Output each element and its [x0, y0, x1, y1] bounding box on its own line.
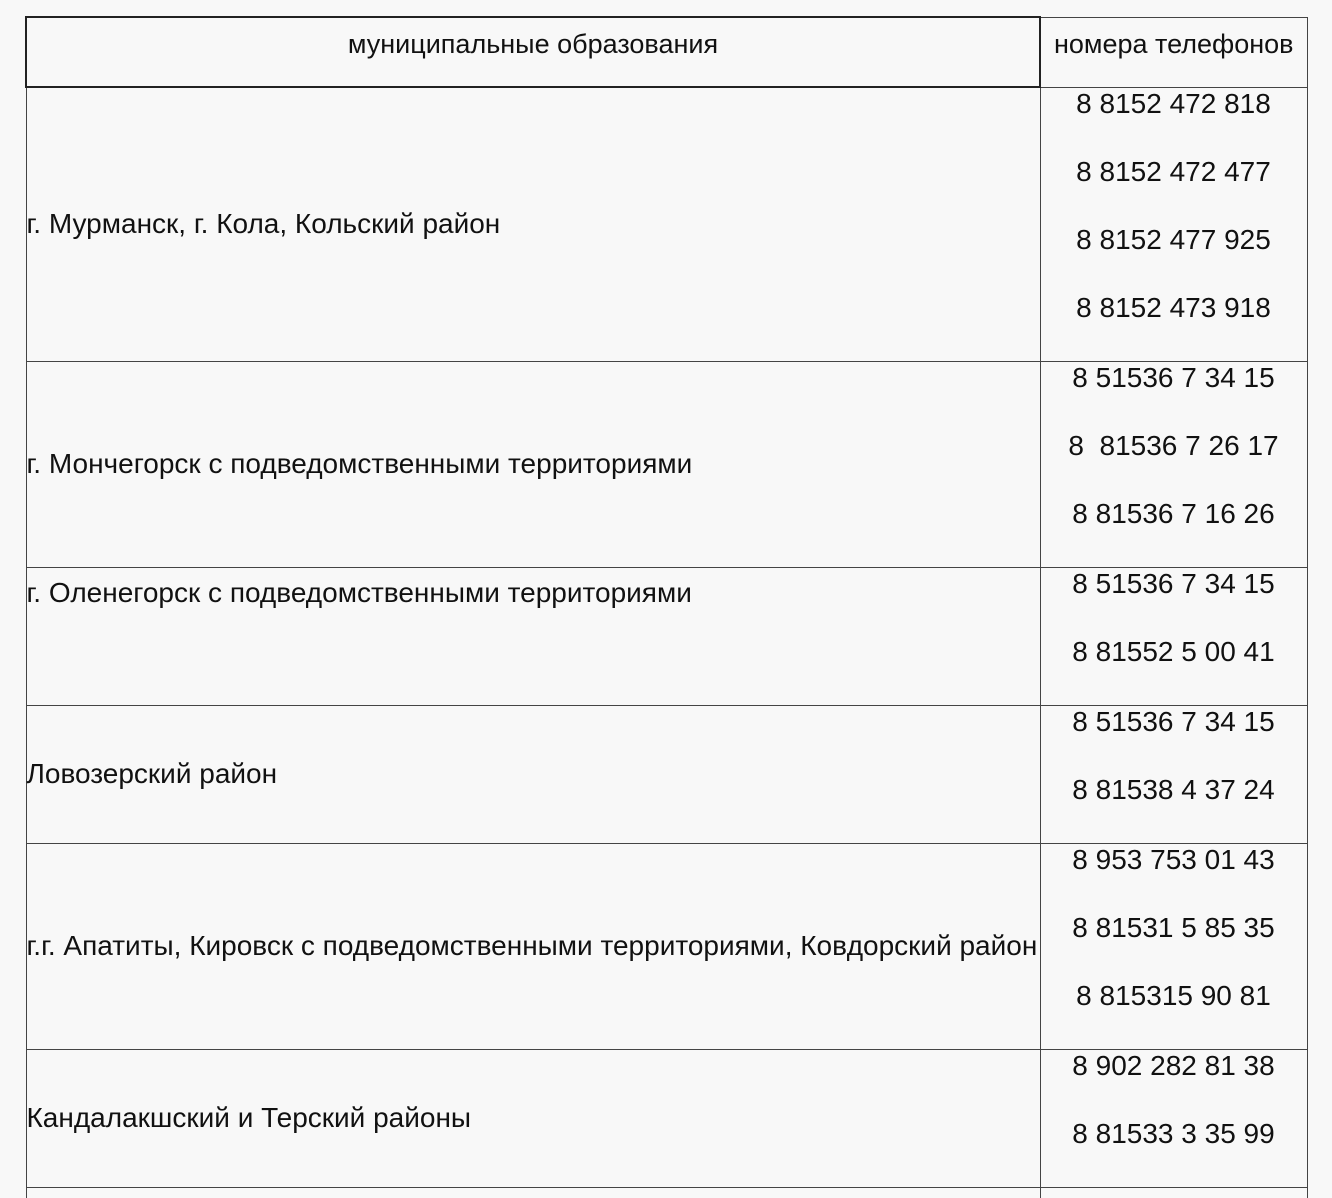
phone-number: 8 81552 5 00 41 — [1072, 635, 1275, 667]
phone-number: 8 8152 472 477 — [1076, 155, 1271, 187]
phone-number: 8 815315 90 81 — [1076, 979, 1271, 1011]
phone-number: 8 81531 5 85 35 — [1072, 911, 1275, 943]
table-row — [26, 567, 1307, 705]
phones-column-header: номера телефонов — [1040, 17, 1307, 87]
table-row — [26, 361, 1307, 567]
municipality-name: Кандалакшский и Терский районы — [26, 1049, 1040, 1187]
municipality-name: г. Мончегорск с подведомственными территориями — [26, 361, 1040, 567]
phone-number: 8 8152 472 818 — [1076, 87, 1271, 119]
phone-number: 8 81533 3 35 99 — [1072, 1117, 1275, 1149]
phone-number: 8 8152 473 918 — [1076, 291, 1271, 323]
empty-cell — [1040, 1187, 1307, 1198]
table-row — [26, 1049, 1307, 1187]
table-row — [26, 87, 1307, 361]
phone-number: 8 51536 7 34 15 — [1072, 361, 1275, 393]
phone-number: 8 81536 7 26 17 — [1068, 429, 1279, 461]
phone-numbers-cell — [1040, 1049, 1307, 1187]
table-row — [26, 705, 1307, 843]
phone-number: 8 51536 7 34 15 — [1072, 705, 1275, 737]
municipality-name: г. Оленегорск с подведомственными территориями — [26, 567, 1040, 705]
phone-numbers-cell — [1040, 705, 1307, 843]
phone-numbers-cell — [1040, 843, 1307, 1049]
phone-number: 8 81536 7 16 26 — [1072, 497, 1275, 529]
municipality-name: г. Мурманск, г. Кола, Кольский район — [26, 87, 1040, 361]
phone-number: 8 8152 477 925 — [1076, 223, 1271, 255]
phone-numbers-cell — [1040, 567, 1307, 705]
phone-number: 8 953 753 01 43 — [1072, 843, 1275, 875]
municipality-name: Ловозерский район — [26, 705, 1040, 843]
table-row — [26, 843, 1307, 1049]
table-header-row — [26, 17, 1307, 87]
empty-cell — [26, 1187, 1040, 1198]
phone-number: 8 51536 7 34 15 — [1072, 567, 1275, 599]
table-row-partial — [26, 1187, 1307, 1198]
phone-numbers-cell — [1040, 87, 1307, 361]
phone-directory-table — [25, 16, 1308, 1198]
phone-number: 8 902 282 81 38 — [1072, 1049, 1275, 1081]
municipality-name: г.г. Апатиты, Кировск с подведомственными территориями, Ковдорский район — [26, 843, 1040, 1049]
phone-numbers-cell — [1040, 361, 1307, 567]
municipalities-column-header: муниципальные образования — [26, 17, 1040, 87]
phone-number: 8 81538 4 37 24 — [1072, 773, 1275, 805]
